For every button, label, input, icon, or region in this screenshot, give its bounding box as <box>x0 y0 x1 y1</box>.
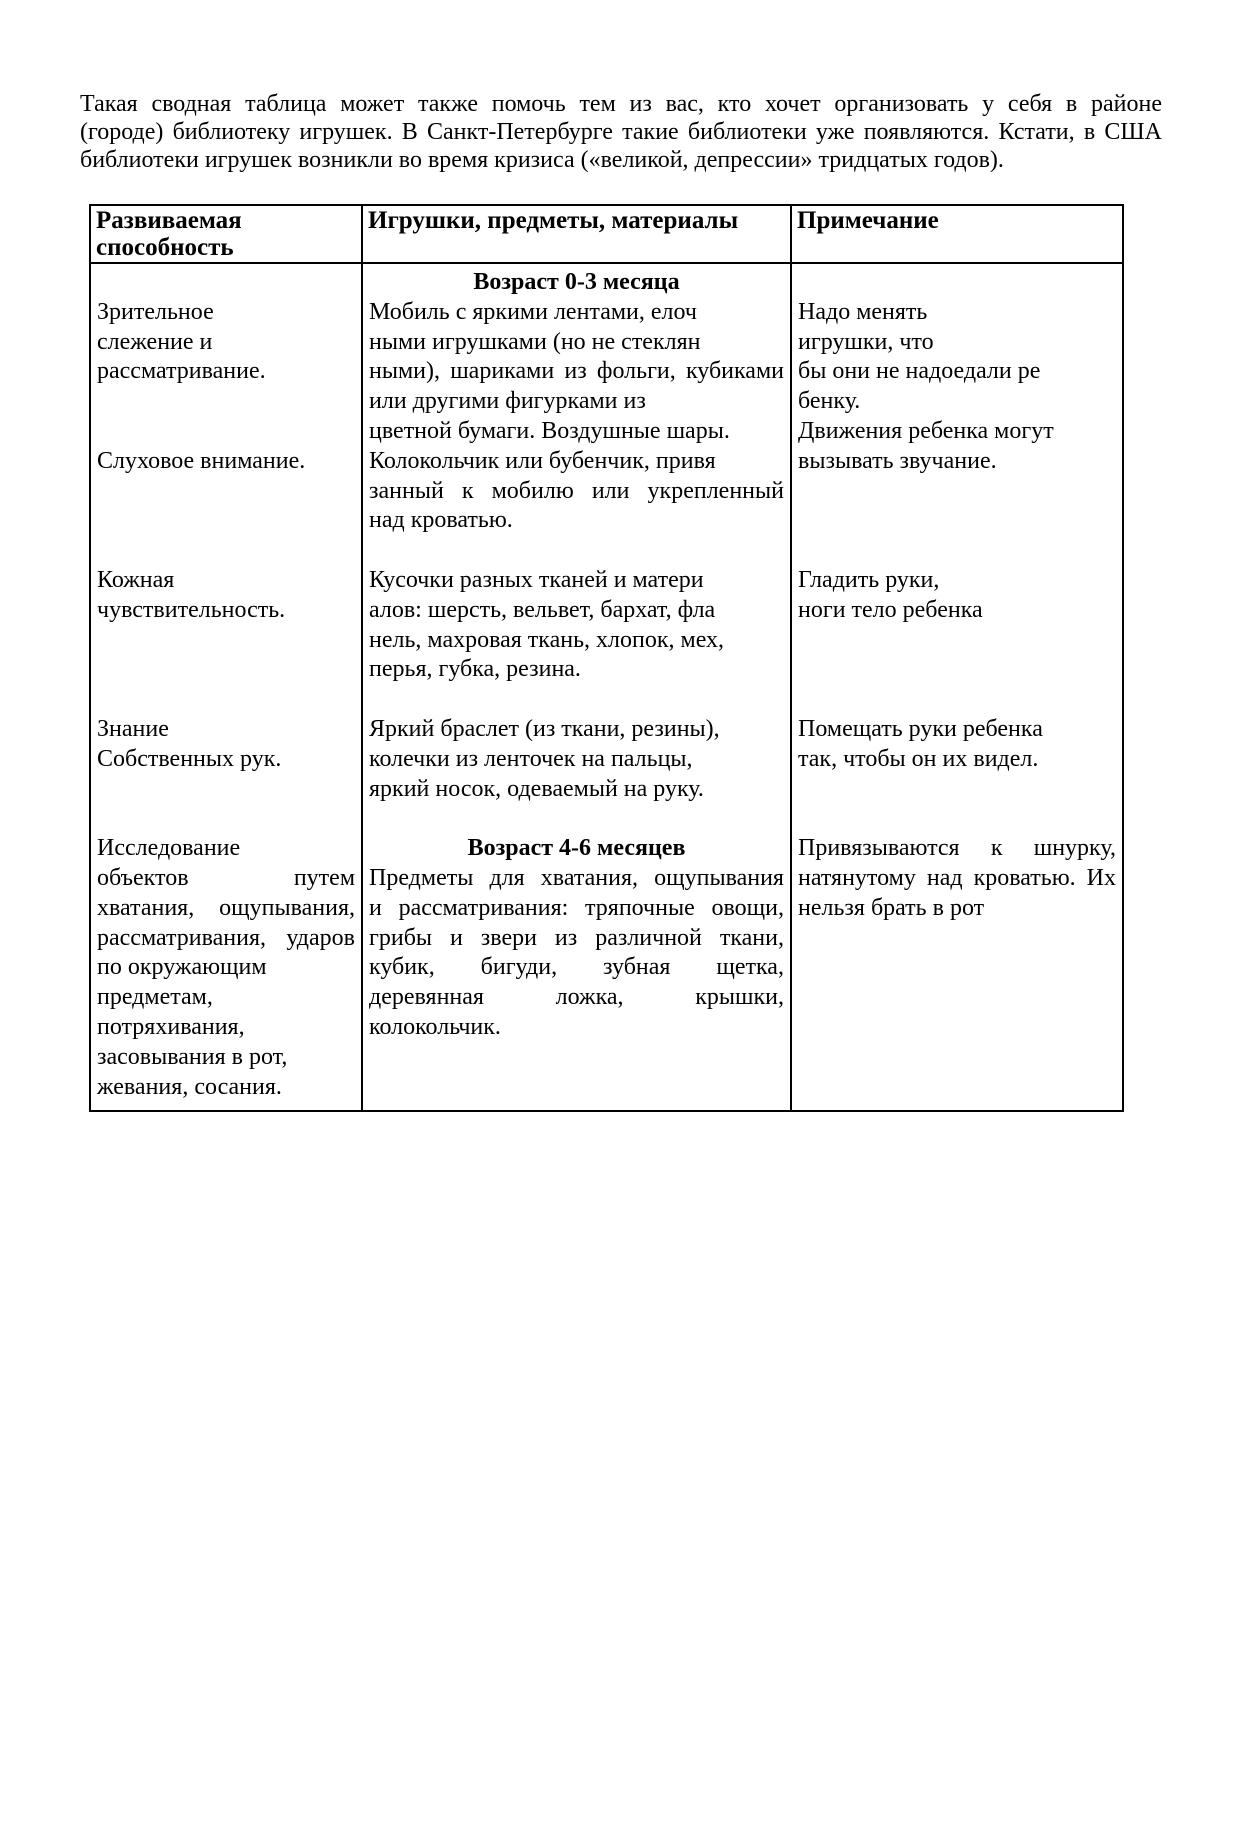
text-line: Слуховое внимание. <box>97 447 306 474</box>
text-line: Надо менять <box>798 298 928 325</box>
text-line <box>798 268 1116 298</box>
text-line: слежение и <box>97 328 213 355</box>
text-line <box>97 387 355 417</box>
text-line: ноги тело ребенка <box>798 596 983 623</box>
text-line: колокольчик. <box>369 1013 501 1040</box>
text-line: (городе) библиотеку игрушек. В Санкт-Петербурге такие библиотеки уже появляются. Кстати, в США <box>80 119 1162 145</box>
text-line <box>97 804 355 834</box>
text-line <box>97 655 355 685</box>
text-line <box>798 775 1116 805</box>
text-line: цветной бумаги. Воздушные шары. <box>369 417 730 444</box>
text-line: Такая сводная таблица может также помочь тем из вас, кто хочет организовать у себя в районе <box>80 91 1162 117</box>
text-line <box>97 626 355 656</box>
text-line: Исследование <box>97 835 241 862</box>
text-line: колечки из ленточек на пальцы, <box>369 745 693 772</box>
column-header-ability: Развиваемая способность <box>90 205 362 263</box>
text-line <box>97 775 355 805</box>
text-line: деревянная ложка, крышки, <box>369 984 784 1011</box>
text-line: Движения ребенка могут <box>798 417 1054 444</box>
text-line <box>369 536 784 566</box>
text-line: жевания, сосания. <box>97 1073 282 1100</box>
text-line <box>97 417 355 447</box>
text-line: потряхивания, <box>97 1013 245 1040</box>
text-line: грибы и звери из различной ткани, <box>369 924 784 951</box>
text-line: кубик, бигуди, зубная щетка, <box>369 954 784 981</box>
text-line: Возраст 0-3 месяца <box>473 269 680 295</box>
text-line: рассматривание. <box>97 358 266 385</box>
ability-column-cell <box>90 263 362 1111</box>
document-page <box>0 90 1240 1842</box>
text-line <box>798 655 1116 685</box>
text-line: Зрительное <box>97 298 214 325</box>
text-line: алов: шерсть, вельвет, бархат, фла <box>369 596 716 623</box>
note-column-cell <box>791 263 1123 1111</box>
text-line: рассматривания, ударов <box>97 924 355 951</box>
text-line: по окружающим <box>97 954 267 981</box>
text-line: хватания, ощупывания, <box>97 894 355 921</box>
text-line: натянутому над кроватью. Их <box>798 864 1116 891</box>
text-line: Колокольчик или бубенчик, привя <box>369 447 716 474</box>
intro-paragraph <box>80 90 1162 174</box>
text-line: Кусочки разных тканей и матери <box>369 566 704 593</box>
table-header-row <box>90 205 1123 263</box>
column-header-note: Примечание <box>791 205 1123 263</box>
text-line <box>97 506 355 536</box>
text-line: бы они не надоедали ре <box>798 358 1041 385</box>
development-table <box>89 204 1124 1112</box>
text-line: и рассматривания: тряпочные овощи, <box>369 894 784 921</box>
text-line: библиотеки игрушек возникли во время кризиса («великой, депрессии» тридцатых годов). <box>80 147 1004 173</box>
text-line: так, чтобы он их видел. <box>798 745 1039 772</box>
text-line: предметам, <box>97 984 213 1011</box>
text-line <box>97 685 355 715</box>
text-line <box>97 536 355 566</box>
text-line: занный к мобилю или укрепленный <box>369 477 784 504</box>
text-line: нельзя брать в рот <box>798 894 985 921</box>
text-line <box>798 506 1116 536</box>
text-line: Мобиль с яркими лентами, елоч <box>369 298 697 325</box>
text-line: нель, махровая ткань, хлопок, мех, <box>369 626 725 653</box>
text-line: Привязываются к шнурку, <box>798 835 1116 862</box>
text-line: Яркий браслет (из ткани, резины), <box>369 715 720 742</box>
text-line: бенку. <box>798 388 861 415</box>
toys-column-cell <box>362 263 791 1111</box>
text-line: Знание <box>97 715 169 742</box>
text-line: Возраст 4-6 месяцев <box>467 835 686 862</box>
text-line <box>798 804 1116 834</box>
text-line: перья, губка, резина. <box>369 656 581 683</box>
text-line: Собственных рук. <box>97 745 282 772</box>
text-line <box>798 536 1116 566</box>
text-line <box>97 477 355 507</box>
column-header-toys: Игрушки, предметы, материалы <box>362 205 791 263</box>
text-line: Предметы для хватания, ощупывания <box>369 864 784 891</box>
text-line: засовывания в рот, <box>97 1043 288 1070</box>
text-line: ными игрушками (но не стеклян <box>369 328 701 355</box>
text-line <box>369 804 784 834</box>
text-line: или другими фигурками из <box>369 388 646 415</box>
text-line: объектов путем <box>97 864 355 891</box>
text-line: чувствительность. <box>97 596 286 623</box>
text-line <box>798 685 1116 715</box>
text-line: вызывать звучание. <box>798 447 997 474</box>
text-line: яркий носок, одеваемый на руку. <box>369 775 704 802</box>
text-line: игрушки, что <box>798 328 934 355</box>
text-line <box>798 477 1116 507</box>
text-line: ными), шариками из фольги, кубиками <box>369 358 784 385</box>
text-line: Кожная <box>97 566 175 593</box>
text-line: Помещать руки ребенка <box>798 715 1043 742</box>
text-line <box>97 268 355 298</box>
table-body-row <box>90 263 1123 1111</box>
text-line: над кроватью. <box>369 507 513 534</box>
text-line <box>369 685 784 715</box>
text-line <box>798 626 1116 656</box>
text-line: Гладить руки, <box>798 566 940 593</box>
